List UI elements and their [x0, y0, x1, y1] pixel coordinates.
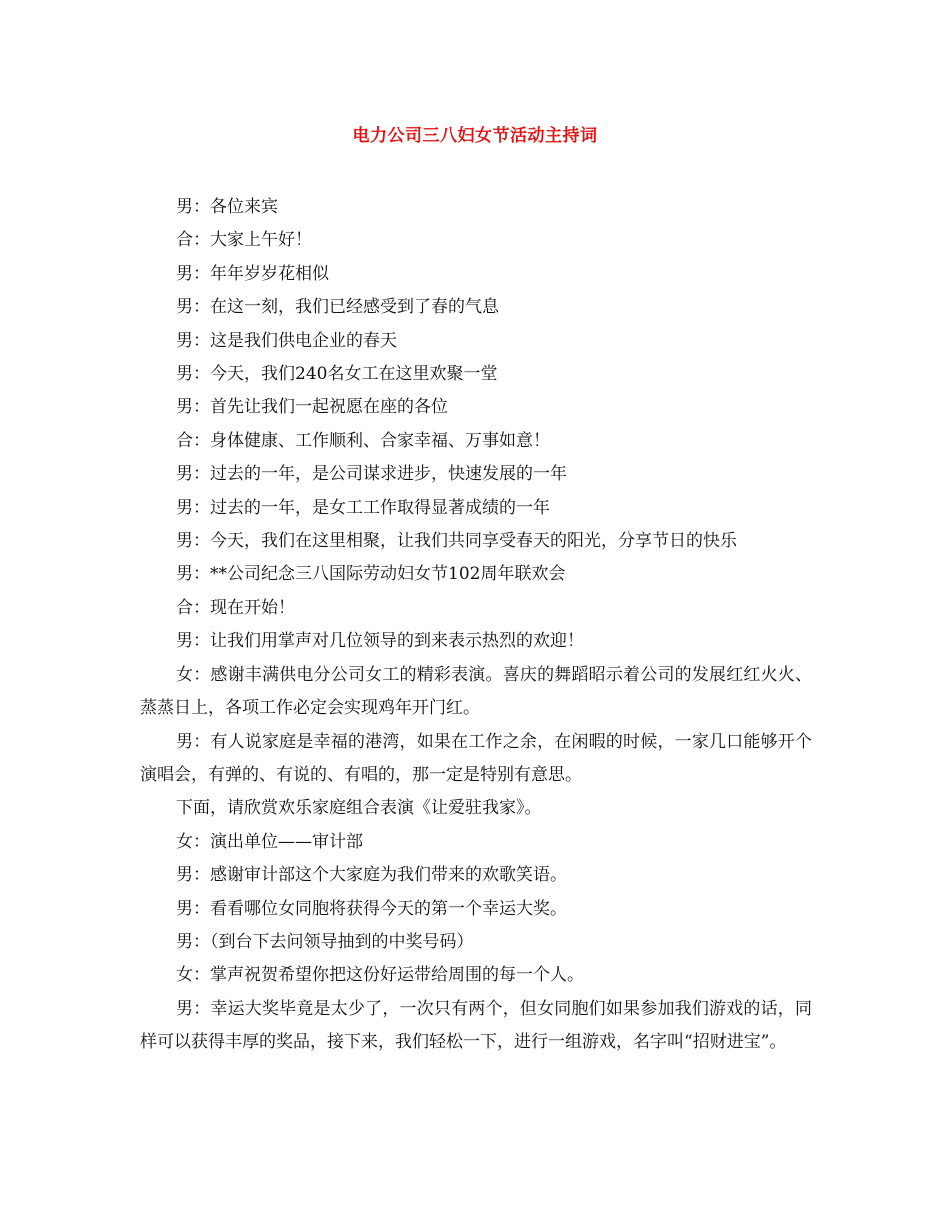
paragraph: 合：身体健康、工作顺利、合家幸福、万事如意！: [176, 430, 550, 451]
paragraph: 男：让我们用掌声对几位领导的到来表示热烈的欢迎！: [176, 631, 584, 652]
paragraph: 合：现在开始！: [176, 597, 295, 618]
paragraph: 男：过去的一年，是女工工作取得显著成绩的一年: [176, 497, 550, 518]
paragraph: 男：**公司纪念三八国际劳动妇女节102周年联欢会: [176, 564, 566, 585]
paragraph: 合：大家上午好！: [176, 230, 312, 251]
paragraph: 男：感谢审计部这个大家庭为我们带来的欢歌笑语。: [176, 865, 567, 886]
paragraph: 男：首先让我们一起祝愿在座的各位: [176, 397, 448, 418]
paragraph: 男：看看哪位女同胞将获得今天的第一个幸运大奖。: [176, 898, 567, 919]
paragraph: 男：（到台下去问领导抽到的中奖号码）: [176, 931, 474, 952]
paragraph: 男：在这一刻，我们已经感受到了春的气息: [176, 297, 499, 318]
paragraph: 下面，请欣赏欢乐家庭组合表演《让爱驻我家》。: [176, 798, 542, 819]
paragraph: 女：演出单位——审计部: [176, 831, 363, 852]
paragraph: 男：各位来宾: [176, 197, 278, 217]
paragraph: 男：今天，我们240名女工在这里欢聚一堂: [176, 364, 498, 385]
paragraph: 男：过去的一年，是公司谋求进步，快速发展的一年: [176, 464, 567, 485]
paragraph: 男：年年岁岁花相似: [176, 263, 329, 284]
paragraph: 男：有人说家庭是幸福的港湾，如果在工作之余，在闲暇的时候，一家几口能够开个演唱会，有弹的、有说的、有唱的，那一定是特别有意思。: [140, 731, 812, 785]
document-title: 电力公司三八妇女节活动主持词: [352, 126, 598, 146]
paragraph: 男：幸运大奖毕竟是太少了，一次只有两个，但女同胞们如果参加我们游戏的话，同样可以获得丰厚的奖品，接下来，我们轻松一下，进行一组游戏，名字叫“招财进宝”。: [140, 998, 812, 1053]
paragraph: 女：感谢丰满供电分公司女工的精彩表演。喜庆的舞蹈昭示着公司的发展红红火火、蒸蒸日上，各项工作必定会实现鸡年开门红。: [140, 664, 812, 719]
paragraph: 男：这是我们供电企业的春天: [176, 330, 397, 351]
paragraph: 女：掌声祝贺希望你把这份好运带给周围的每一个人。: [176, 965, 584, 986]
paragraph: 男：今天，我们在这里相聚，让我们共同享受春天的阳光，分享节日的快乐: [176, 531, 737, 552]
document-body: [140, 191, 812, 1060]
